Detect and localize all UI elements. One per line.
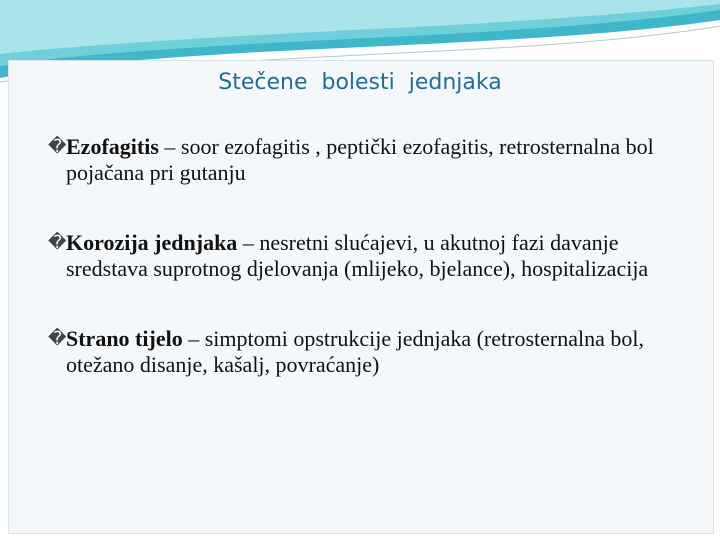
bullet-text: – simptomi opstrukcije jednjaka (retrosternalna bol, otežano disanje, kašalj, povraćanje) [66,326,644,377]
bullet-term: Korozija jednjaka [66,230,238,255]
replacement-character-icon: � [48,328,67,349]
bullet-item [48,134,698,186]
bullet-term: Strano tijelo [66,326,183,351]
bullet-list [48,134,698,378]
bullet-item [48,230,698,282]
bullet-item [48,326,698,378]
replacement-character-icon: � [48,136,67,157]
bullet-term: Ezofagitis [66,134,159,159]
slide-title: Stečene bolesti jednjaka [218,70,502,95]
bullet-text: – soor ezofagitis , peptički ezofagitis, retrosternalna bol pojačana pri gutanju [66,134,654,185]
bullet-text: – nesretni slućajevi, u akutnoj fazi davanje sredstava suprotnog djelovanja (mlijeko, bjelance), hospitalizacija [66,230,649,281]
replacement-character-icon: � [48,232,67,253]
